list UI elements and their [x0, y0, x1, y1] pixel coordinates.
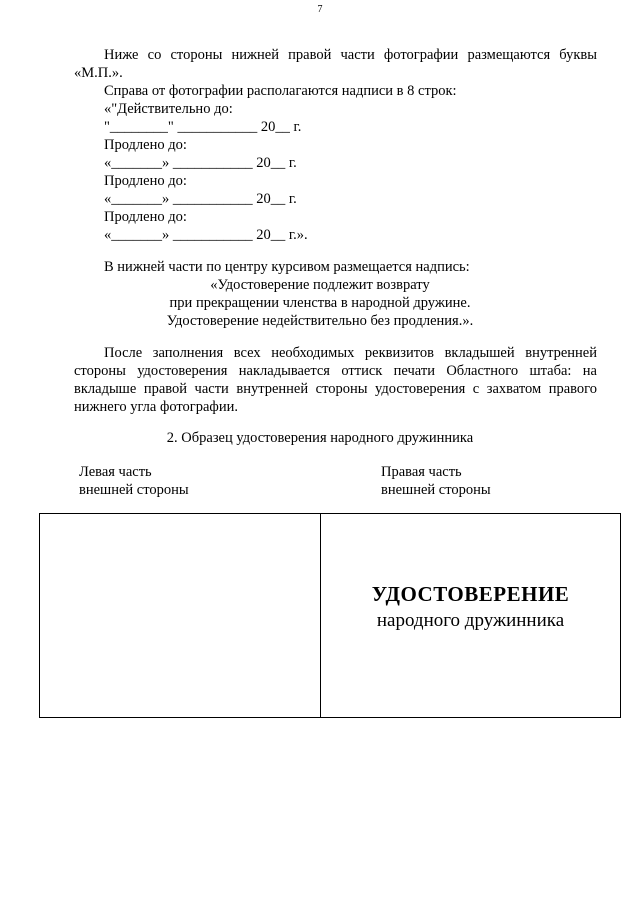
paragraph-line: Ниже со стороны нижней правой части фотографии размещаются буквы	[104, 47, 597, 63]
paragraph-italic-intro: В нижней части по центру курсивом размещается надпись:	[104, 259, 470, 275]
left-caption-line: Левая часть	[79, 464, 152, 480]
certificate-sample	[39, 513, 621, 718]
right-caption-line: Правая часть	[381, 464, 462, 480]
paragraph-line: стороны удостоверения накладывается оттиск печати Областного штаба: на	[74, 363, 597, 379]
card-line: Продлено до:	[104, 137, 187, 153]
right-outer-panel	[321, 514, 620, 717]
inscription-line: «Удостоверение подлежит возврату	[210, 277, 430, 293]
card-line: «"Действительно до:	[104, 101, 233, 117]
card-line: Продлено до:	[104, 173, 187, 189]
card-line: «_______» ___________ 20__ г.	[104, 155, 297, 171]
card-line: «_______» ___________ 20__ г.».	[104, 227, 308, 243]
certificate-title: УДОСТОВЕРЕНИЕ	[371, 582, 570, 606]
section-heading: 2. Образец удостоверения народного дружинника	[166, 430, 474, 446]
paragraph-inscriptions-intro: Справа от фотографии располагаются надписи в 8 строк:	[104, 83, 457, 99]
left-outer-panel	[40, 514, 320, 717]
paragraph-photo-letters	[74, 46, 597, 64]
paragraph-line: нижнего угла фотографии.	[74, 399, 238, 415]
paragraph-line: «М.П.».	[74, 65, 123, 81]
paragraph-line: вкладыше правой части внутренней стороны удостоверения с захватом правого	[74, 381, 597, 397]
card-line: «_______» ___________ 20__ г.	[104, 191, 297, 207]
card-line: "________" ___________ 20__ г.	[104, 119, 302, 135]
inscription-line: при прекращении членства в народной дружине.	[169, 295, 471, 311]
page-number: 7	[317, 4, 323, 15]
certificate-subtitle: народного дружинника	[376, 610, 565, 631]
paragraph-line: После заполнения всех необходимых реквизитов вкладышей внутренней	[104, 345, 597, 361]
inscription-line: Удостоверение недействительно без продления.».	[166, 313, 474, 329]
card-line: Продлено до:	[104, 209, 187, 225]
paragraph-stamp	[74, 344, 597, 398]
right-caption-line: внешней стороны	[381, 482, 491, 498]
left-caption-line: внешней стороны	[79, 482, 189, 498]
